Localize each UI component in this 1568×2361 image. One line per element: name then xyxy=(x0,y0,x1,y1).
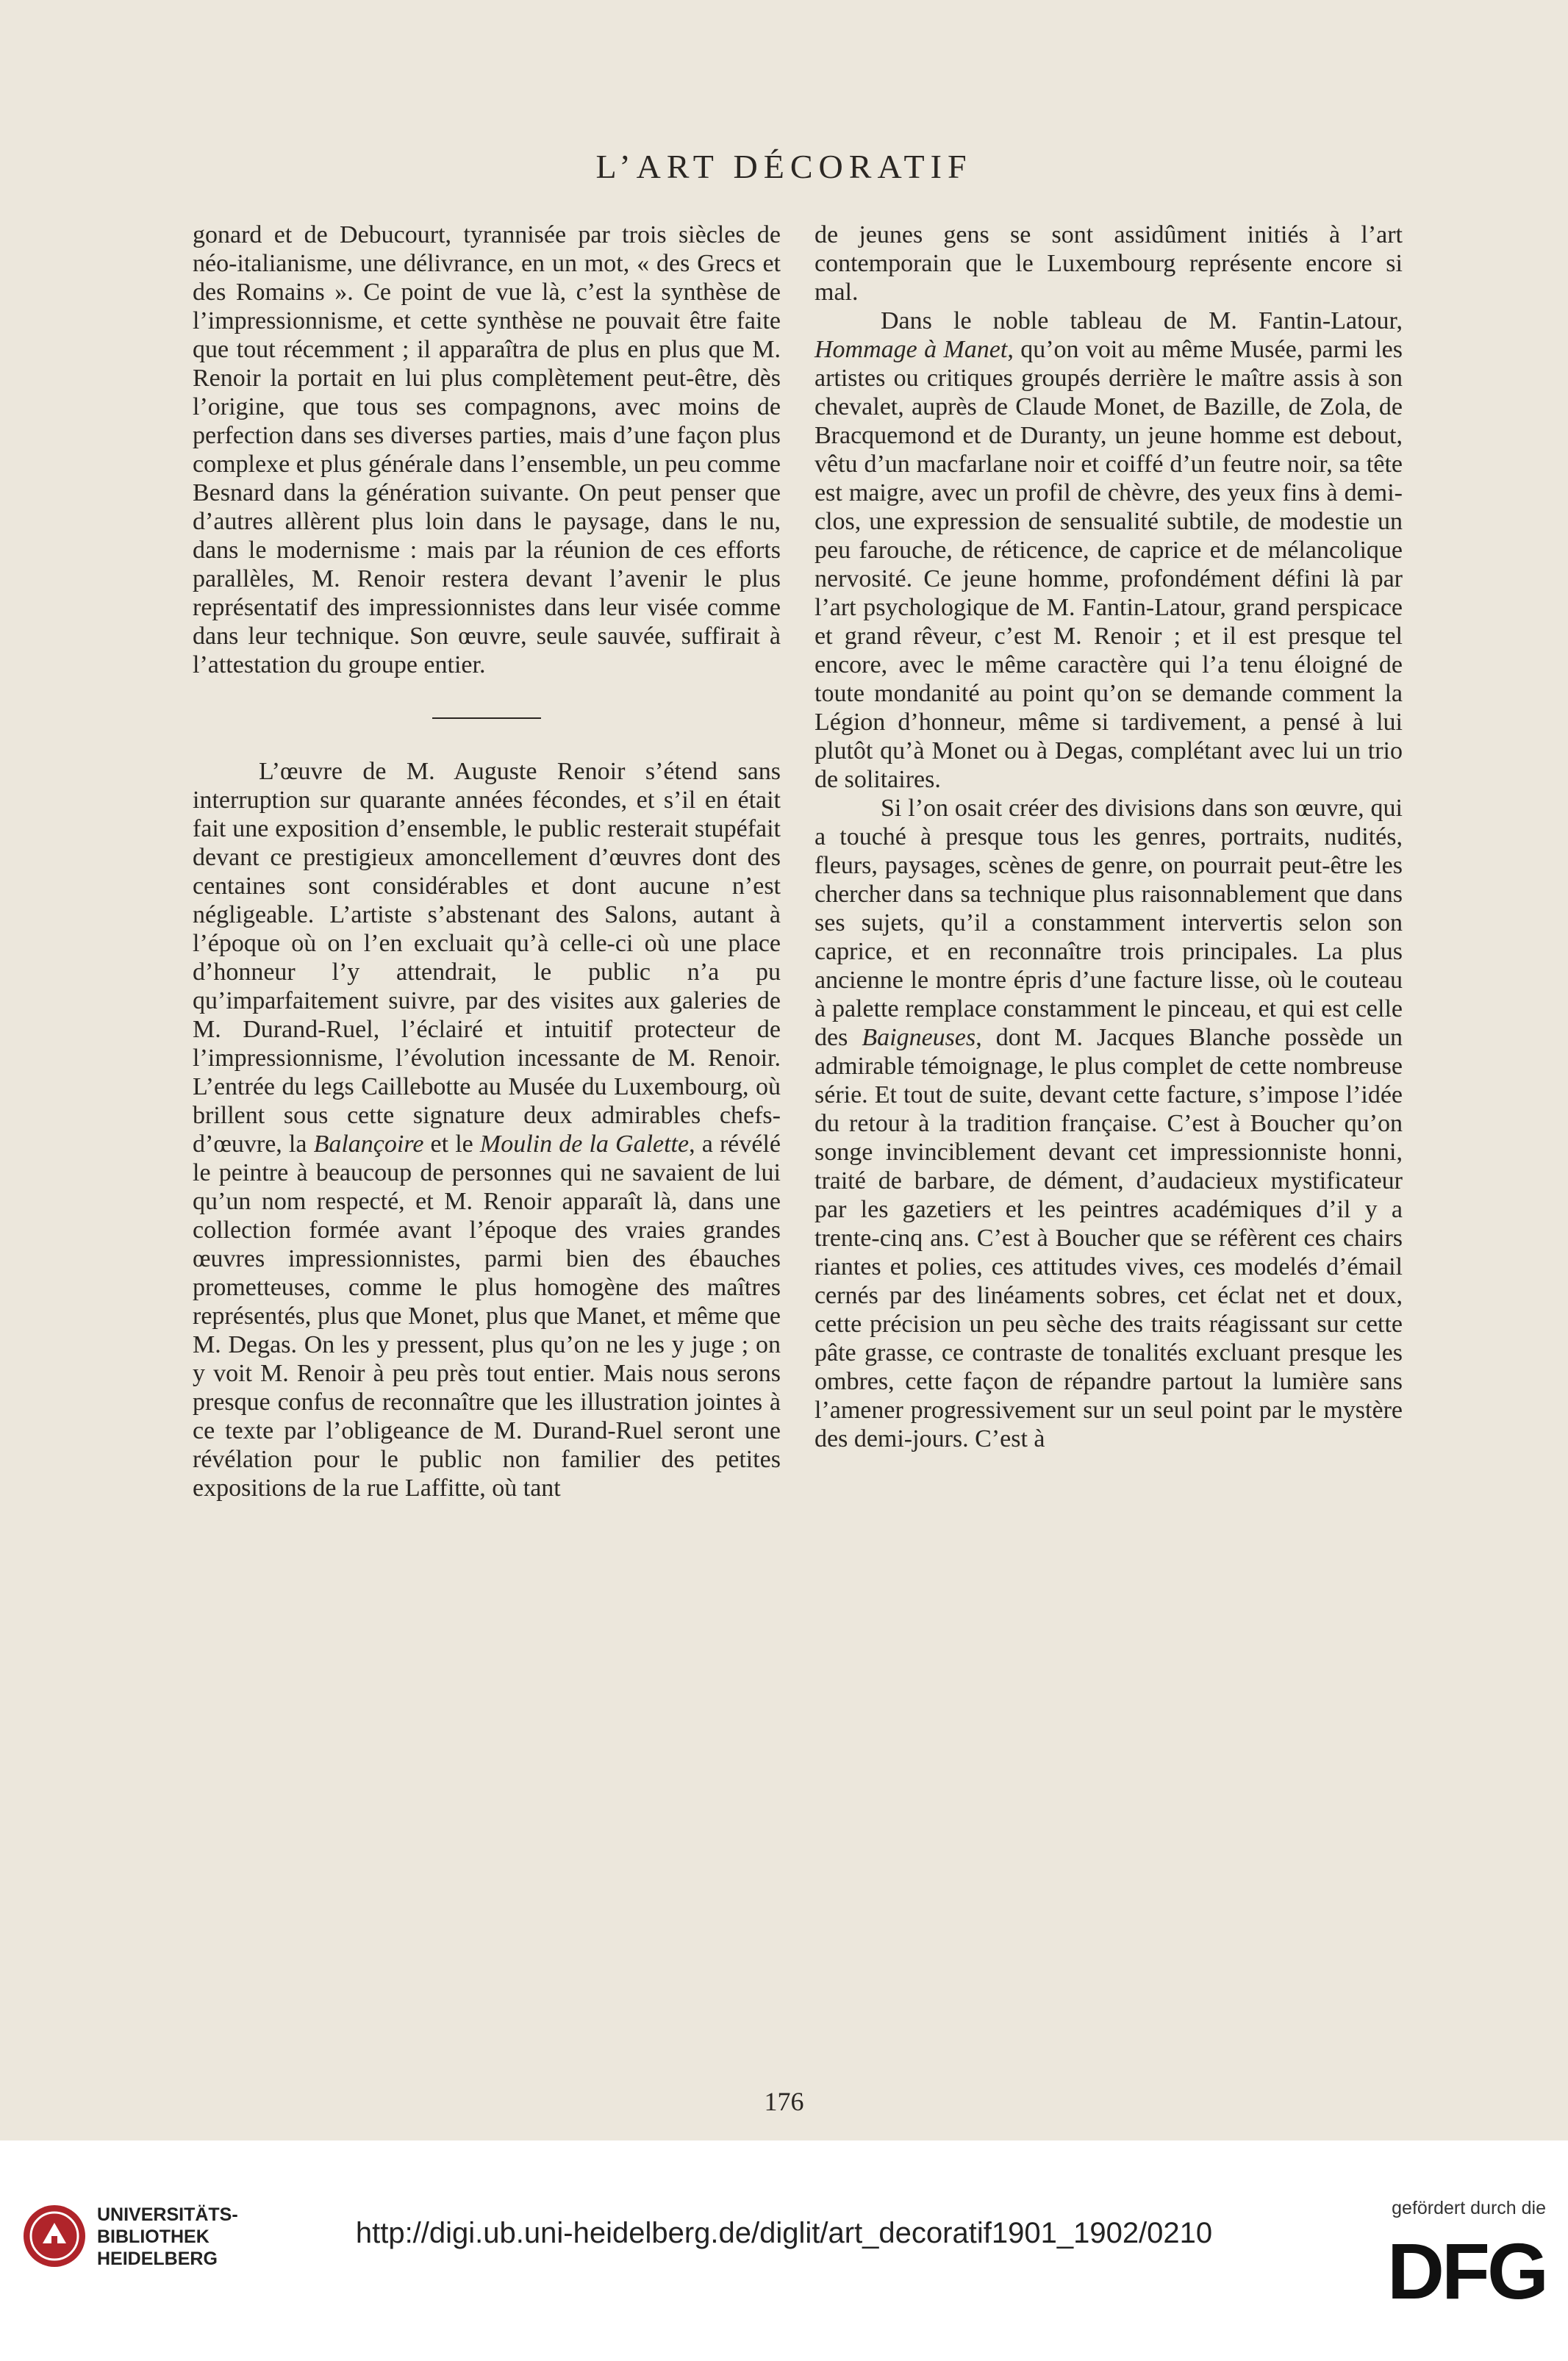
dfg-logo: DFG xyxy=(1387,2226,1546,2315)
artwork-title: Baigneuses xyxy=(862,1024,976,1051)
page-number: 176 xyxy=(764,2087,804,2116)
library-name-line: UNIVERSITÄTS- xyxy=(97,2204,238,2225)
text-run: et le xyxy=(423,1131,480,1158)
section-divider xyxy=(432,717,541,719)
right-column xyxy=(815,221,1403,1453)
right-paragraph-1: de jeunes gens se sont assidûment initiés à l’art contemporain que le Luxembourg représente encore si mal. xyxy=(815,221,1403,306)
right-paragraph-2 xyxy=(815,307,1403,794)
running-title: L’ART DÉCORATIF xyxy=(595,148,973,185)
source-url-link[interactable]: http://digi.ub.uni-heidelberg.de/diglit/art_decoratif1901_1902/0210 xyxy=(355,2217,1213,2249)
text-run: , a révélé le peintre à beaucoup de personnes qui ne savaient de lui qu’un nom respecté, et M. Renoir apparaît là, dans une collection formée avant l’époque des vraies grandes œuvres impressionnistes, parmi bien des ébauches prometteuses, comme le plus homogène des maîtres représentés, plus que Monet, plus que Manet, et même que M. Degas. On les y pressent, plus qu’on ne les y juge ; on y voit M. Renoir à peu près tout entier. Mais nous serons presque confus de reconnaître que les illustration jointes à ce texte par l’obligeance de M. Durand-Ruel seront une révélation pour le public non familier des petites expositions de la rue Laffitte, où tant xyxy=(193,1131,781,1502)
text-run: , qu’on voit au même Musée, parmi les artistes ou critiques groupés derrière le maître assis à son chevalet, auprès de Claude Monet, de Bazille, de Zola, de Bracquemond et de Duranty, un jeune homme est debout, vêtu d’un macfarlane noir et coiffé d’un feutre noir, sa tête est maigre, avec un profil de chèvre, des yeux fins à demi-clos, une expression de sensualité subtile, de modestie un peu farouche, de réticence, de caprice et de mélancolique nervosité. Ce jeune homme, profondément défini là par l’art psychologique de M. Fantin-Latour, grand perspicace et grand rêveur, c’est M. Renoir ; et il est presque tel encore, avec le même caractère qui l’a tenu éloigné de toute mondanité au point qu’on se demande comment la Légion d’honneur, même si tardivement, a pensé à lui plutôt qu’à Monet ou à Degas, complétant avec lui un trio de solitaires. xyxy=(815,336,1403,793)
left-column xyxy=(193,221,781,1502)
text-run: Dans le noble tableau de M. Fantin-Latour, xyxy=(881,307,1403,334)
funding-note: gefördert durch die xyxy=(1392,2198,1546,2218)
right-paragraph-3 xyxy=(815,794,1403,1453)
artwork-title: Balançoire xyxy=(313,1131,424,1158)
artwork-title: Moulin de la Galette xyxy=(479,1131,690,1158)
artwork-title: Hommage à Manet xyxy=(815,336,1008,363)
left-paragraph-2 xyxy=(193,757,781,1502)
library-name-line: HEIDELBERG xyxy=(97,2249,218,2269)
text-run: , dont M. Jacques Blanche possède un admirable témoignage, le plus complet de cette nombreuse série. Et tout de suite, devant cette facture, s’impose l’idée du retour à la tradition française. C’est à Boucher qu’on songe invinciblement devant cet impressionniste honni, traité de barbare, de dément, d’audacieux mystificateur par les gazetiers et les peintres académiques d’il y a trente-cinq ans. C’est à Boucher que se réfèrent ces chairs riantes et polies, ces attitudes vives, ces modelés d’émail cernés par des linéaments sobres, cet éclat net et doux, cette précision un peu sèche des traits réagissant sur cette pâte grasse, ce contraste de tonalités excluant presque les ombres, cette façon de répandre partout la lumière sans l’amener progressivement sur un seul point par le mystère des demi-jours. C’est à xyxy=(815,1024,1403,1452)
text-run: Si l’on osait créer des divisions dans son œuvre, qui a touché à presque tous les genres, portraits, nudités, fleurs, paysages, scènes de genre, on pourrait peut-être les chercher dans sa technique plus raisonnablement que dans ses sujets, qu’il a constamment intervertis selon son caprice, et en reconnaître trois principales. La plus ancienne le montre épris d’une facture lisse, où le couteau à palette remplace constamment le pinceau, et qui est celle des xyxy=(815,795,1403,1051)
left-paragraph-1: gonard et de Debucourt, tyrannisée par trois siècles de néo-italianisme, une délivrance, en un mot, « des Grecs et des Romains ». Ce point de vue là, c’est la synthèse de l’impressionnisme, et cette synthèse ne pouvait être faite que tout récemment ; il apparaîtra de plus en plus que M. Renoir la portait en lui plus complètement peut-être, dès l’origine, que tous ses compagnons, avec moins de perfection dans ses diverses parties, mais d’une façon plus complexe et plus générale dans l’ensemble, un peu comme Besnard dans la génération suivante. On peut penser que d’autres allèrent plus loin dans le paysage, dans le nu, dans le modernisme : mais par la réunion de ces efforts parallèles, M. Renoir restera devant l’avenir le plus représentatif des impressionnistes dans leur visée comme dans leur technique. Son œuvre, seule sauvée, suffirait à l’attestation du groupe entier. xyxy=(193,221,781,678)
library-name-line: BIBLIOTHEK xyxy=(97,2226,210,2247)
text-run: L’œuvre de M. Auguste Renoir s’étend sans interruption sur quarante années fécondes, et s’il en était fait une exposition d’ensemble, le public resterait stupéfait devant ce prestigieux amoncellement d’œuvres dont des centaines sont considérables et dont aucune n’est négligeable. L’artiste s’abstenant des Salons, autant à l’époque où on l’en excluait qu’à celle-ci où une place d’honneur l’y attendrait, le public n’a pu qu’imparfaitement suivre, par des visites aux galeries de M. Durand-Ruel, l’éclairé et intuitif protecteur de l’impressionnisme, l’évolution incessante de M. Renoir. L’entrée du legs Caillebotte au Musée du Luxembourg, où brillent sous cette signature deux admirables chefs-d’œuvre, la xyxy=(193,758,781,1158)
